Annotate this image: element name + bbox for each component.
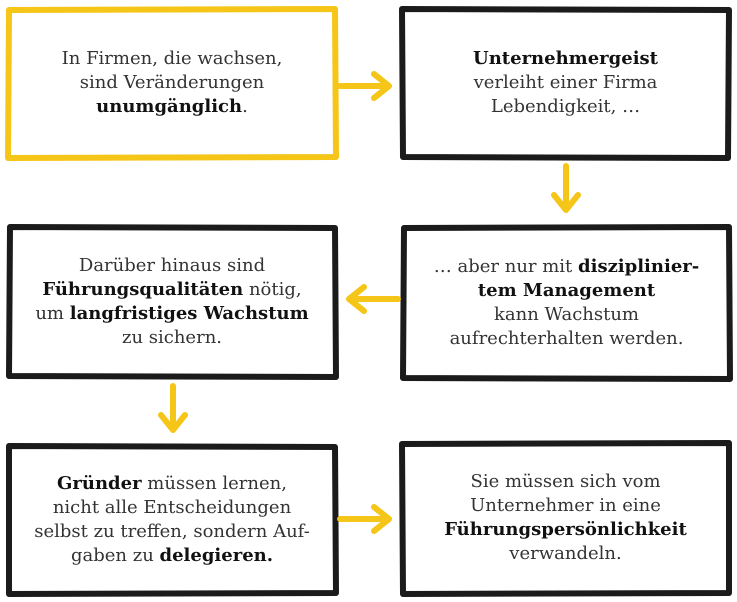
bold-text: unumgänglich: [96, 96, 243, 117]
text-segment: Darüber hinaus sind: [78, 255, 266, 276]
arrow-left-icon: [342, 283, 400, 315]
text-segment: müssen lernen,: [141, 472, 287, 494]
text-segment: Unternehmer in eine: [470, 495, 661, 516]
box-border: [6, 6, 338, 160]
box-leadership: [6, 224, 338, 380]
text-segment: .: [242, 96, 248, 117]
bold-text: Unternehmergeist: [473, 48, 658, 69]
text-segment: … aber nur mit: [433, 256, 579, 277]
text-segment: In Firmen, die wachsen,: [61, 48, 283, 69]
box-border: [399, 440, 732, 596]
arrow-right-icon: [338, 70, 396, 102]
bold-text: delegieren.: [159, 544, 274, 566]
box-growth-change: [6, 6, 338, 160]
text-segment: um: [35, 303, 70, 324]
arrow-down-icon: [157, 384, 189, 436]
text-segment: nötig,: [243, 279, 302, 300]
box-border: [401, 224, 732, 382]
box-delegation: [6, 443, 338, 596]
text-segment: sind Veränderungen: [79, 72, 265, 93]
box-border: [6, 224, 338, 380]
text-segment: verleiht einer Firma: [473, 72, 658, 93]
text-segment: selbst zu treffen, sondern Auf-: [34, 520, 310, 542]
text-segment: aufrechterhalten werden.: [449, 328, 684, 349]
text-segment: kann Wachstum: [493, 304, 640, 325]
bold-text: langfristiges Wachstum: [69, 303, 309, 324]
box-management: [401, 224, 732, 382]
box-transformation: [399, 440, 732, 596]
text-segment: nicht alle Entscheidungen: [52, 496, 292, 518]
text-segment: verwandeln.: [509, 543, 622, 564]
bold-text: disziplinier-: [578, 256, 700, 277]
bold-text: tem Management: [477, 280, 656, 301]
arrow-right-icon: [338, 503, 396, 535]
bold-text: Führungspersönlichkeit: [444, 519, 687, 540]
arrow-down-icon: [550, 164, 582, 216]
box-border: [399, 6, 732, 160]
text-segment: Lebendigkeit, …: [490, 96, 641, 117]
bold-text: Gründer: [57, 472, 142, 494]
box-border: [6, 443, 338, 596]
text-segment: zu sichern.: [121, 327, 223, 348]
box-entrepreneurship: [399, 6, 732, 160]
bold-text: Führungsqualitäten: [42, 279, 244, 300]
text-segment: Sie müssen sich vom: [470, 471, 661, 492]
text-segment: gaben zu: [70, 544, 160, 566]
